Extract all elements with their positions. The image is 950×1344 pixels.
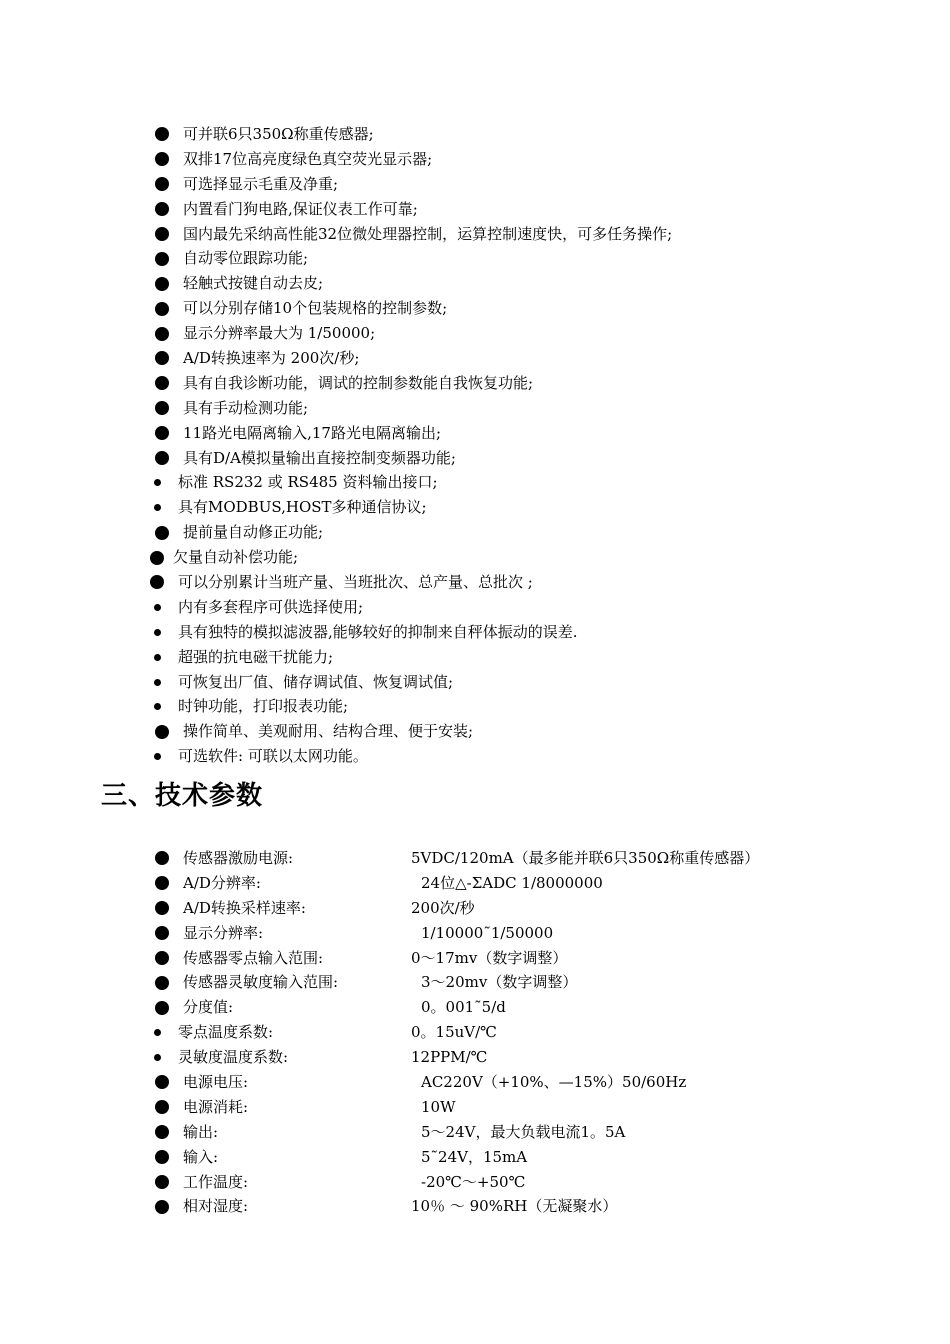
- list-item: [0, 147, 950, 172]
- spec-value: 0～17mv（数字调整）: [411, 948, 568, 967]
- list-item-text: 标准 RS232 或 RS485 资料输出接口;: [178, 473, 438, 492]
- list-item-text: 轻触式按键自动去皮;: [183, 274, 324, 293]
- list-item: [0, 222, 950, 247]
- spec-value: 12PPM/℃: [411, 1048, 488, 1067]
- spec-row: [0, 1194, 950, 1219]
- spec-label: 相对湿度:: [183, 1197, 249, 1216]
- bullet-icon: [155, 227, 169, 241]
- list-item: [0, 545, 950, 570]
- list-item-text: 欠量自动补偿功能;: [173, 548, 299, 567]
- bullet-icon: [155, 202, 169, 216]
- spec-row: [0, 970, 950, 995]
- list-item: [0, 744, 950, 769]
- list-item: [0, 421, 950, 446]
- bullet-icon: [154, 753, 161, 760]
- list-item-text: 超强的抗电磁干扰能力;: [178, 647, 334, 666]
- bullet-icon: [154, 1054, 161, 1061]
- bullet-icon: [155, 1001, 169, 1015]
- bullet-icon: [155, 926, 169, 940]
- spec-label: 分度值:: [183, 998, 234, 1017]
- bullet-icon: [155, 1075, 169, 1089]
- spec-row: [0, 995, 950, 1020]
- section-heading: 三、技术参数: [101, 781, 264, 811]
- bullet-icon: [155, 1125, 169, 1139]
- list-item-text: 内有多套程序可供选择使用;: [178, 597, 364, 616]
- bullet-icon: [155, 876, 169, 890]
- list-item: [0, 620, 950, 645]
- list-item-text: 具有独特的模拟滤波器,能够较好的抑制来自秤体振动的误差.: [178, 622, 578, 641]
- spec-label: 灵敏度温度系数:: [178, 1048, 289, 1067]
- spec-row: [0, 921, 950, 946]
- spec-list: [0, 846, 950, 1219]
- spec-row: [0, 1045, 950, 1070]
- bullet-icon: [155, 351, 169, 365]
- bullet-icon: [155, 277, 169, 291]
- bullet-icon: [154, 654, 161, 661]
- bullet-icon: [155, 401, 169, 415]
- list-item-text: 具有D/A模拟量输出直接控制变频器功能;: [183, 448, 456, 467]
- list-item: [0, 645, 950, 670]
- spec-value: 1/10000˜1/50000: [421, 923, 554, 942]
- spec-value: 5˜24V，15mA: [421, 1147, 528, 1166]
- bullet-icon: [155, 1100, 169, 1114]
- spec-label: 电源消耗:: [183, 1097, 249, 1116]
- spec-row: [0, 896, 950, 921]
- spec-row: [0, 1070, 950, 1095]
- spec-label: 传感器零点输入范围:: [183, 948, 324, 967]
- spec-label: 零点温度系数:: [178, 1023, 274, 1042]
- list-item-text: 双排17位高亮度绿色真空荧光显示器;: [183, 149, 433, 168]
- bullet-icon: [155, 252, 169, 266]
- list-item: [0, 371, 950, 396]
- list-item: [0, 321, 950, 346]
- bullet-icon: [154, 703, 161, 710]
- list-item-text: 国内最先采纳高性能32位微处理器控制，运算控制速度快，可多任务操作;: [183, 224, 673, 243]
- list-item-text: 具有手动检测功能;: [183, 398, 309, 417]
- bullet-icon: [154, 1029, 161, 1036]
- spec-label: 传感器激励电源:: [183, 849, 294, 867]
- bullet-icon: [155, 451, 169, 465]
- spec-row: [0, 1145, 950, 1170]
- bullet-icon: [155, 426, 169, 440]
- bullet-icon: [155, 851, 169, 865]
- bullet-icon: [155, 152, 169, 166]
- spec-row: [0, 1120, 950, 1145]
- bullet-icon: [155, 725, 169, 739]
- spec-value: 3～20mv（数字调整）: [421, 973, 578, 992]
- bullet-icon: [155, 376, 169, 390]
- spec-label: 传感器灵敏度输入范围:: [183, 973, 339, 992]
- spec-value: 200次/秒: [411, 898, 475, 917]
- list-item: [0, 694, 950, 719]
- bullet-icon: [155, 302, 169, 316]
- list-item-text: 操作简单、美观耐用、结构合理、便于安装;: [183, 722, 474, 741]
- bullet-icon: [155, 1150, 169, 1164]
- spec-row: [0, 846, 950, 871]
- list-item: [0, 197, 950, 222]
- spec-value: 0。15uV/℃: [411, 1023, 497, 1042]
- list-item-text: 可选软件: 可联以太网功能。: [178, 747, 368, 766]
- list-item: [0, 670, 950, 695]
- list-item: [0, 719, 950, 744]
- bullet-icon: [150, 575, 164, 589]
- spec-row: [0, 871, 950, 896]
- list-item: [0, 271, 950, 296]
- spec-label: 工作温度:: [183, 1172, 249, 1191]
- list-item: [0, 520, 950, 545]
- spec-row: [0, 1020, 950, 1045]
- spec-value: 0。001˜5/d: [421, 998, 506, 1017]
- list-item: [0, 495, 950, 520]
- list-item: [0, 346, 950, 371]
- list-item-text: 提前量自动修正功能;: [183, 523, 324, 542]
- bullet-icon: [155, 127, 169, 141]
- spec-value: 5VDC/120mA（最多能并联6只350Ω称重传感器）: [411, 849, 760, 867]
- list-item: [0, 172, 950, 197]
- list-item: [0, 396, 950, 421]
- spec-value: AC220V（+10%、—15%）50/60Hz: [421, 1073, 687, 1092]
- list-item-text: 可以分别累计当班产量、当班批次、总产量、总批次 ;: [178, 573, 533, 592]
- list-item-text: 具有自我诊断功能，调试的控制参数能自我恢复功能;: [183, 373, 534, 392]
- list-item: [0, 470, 950, 495]
- spec-row: [0, 1170, 950, 1195]
- list-item-text: 可并联6只350Ω称重传感器;: [183, 125, 374, 143]
- spec-value: 24位△-ΣADC 1/8000000: [421, 873, 603, 892]
- list-item-text: 内置看门狗电路,保证仪表工作可靠;: [183, 199, 418, 218]
- bullet-icon: [154, 679, 161, 686]
- spec-value: 5～24V，最大负载电流1。5A: [421, 1122, 626, 1141]
- spec-value: 10％ ～ 90%RH（无凝聚水）: [411, 1197, 618, 1216]
- bullet-icon: [155, 976, 169, 990]
- feature-list: [0, 122, 950, 769]
- bullet-icon: [150, 551, 164, 565]
- spec-value: -20℃～+50℃: [421, 1172, 526, 1191]
- bullet-icon: [154, 479, 161, 486]
- bullet-icon: [154, 604, 161, 611]
- spec-label: A/D转换采样速率:: [183, 898, 306, 917]
- spec-value: 10W: [421, 1097, 456, 1116]
- bullet-icon: [154, 629, 161, 636]
- list-item-text: A/D转换速率为 200次/秒;: [183, 349, 360, 368]
- list-item: [0, 595, 950, 620]
- bullet-icon: [155, 1200, 169, 1214]
- spec-label: 电源电压:: [183, 1073, 249, 1092]
- spec-row: [0, 946, 950, 971]
- bullet-icon: [155, 951, 169, 965]
- list-item-text: 11路光电隔离输入,17路光电隔离输出;: [183, 423, 441, 442]
- list-item-text: 可选择显示毛重及净重;: [183, 174, 339, 193]
- list-item-text: 显示分辨率最大为 1/50000;: [183, 324, 376, 343]
- spec-label: 输出:: [183, 1122, 219, 1141]
- spec-row: [0, 1095, 950, 1120]
- spec-label: A/D分辨率:: [183, 873, 261, 892]
- spec-label: 显示分辨率:: [183, 923, 264, 942]
- list-item-text: 时钟功能，打印报表功能;: [178, 697, 349, 716]
- list-item-text: 具有MODBUS,HOST多种通信协议;: [178, 498, 427, 517]
- list-item: [0, 570, 950, 595]
- list-item: [0, 246, 950, 271]
- list-item-text: 可恢复出厂值、储存调试值、恢复调试值;: [178, 672, 454, 691]
- bullet-icon: [155, 526, 169, 540]
- spec-label: 输入:: [183, 1147, 219, 1166]
- list-item: [0, 296, 950, 321]
- bullet-icon: [155, 177, 169, 191]
- list-item-text: 自动零位跟踪功能;: [183, 249, 309, 268]
- bullet-icon: [155, 901, 169, 915]
- bullet-icon: [155, 327, 169, 341]
- list-item: [0, 122, 950, 147]
- bullet-icon: [155, 1175, 169, 1189]
- bullet-icon: [154, 504, 161, 511]
- list-item: [0, 446, 950, 471]
- list-item-text: 可以分别存储10个包装规格的控制参数;: [183, 299, 448, 318]
